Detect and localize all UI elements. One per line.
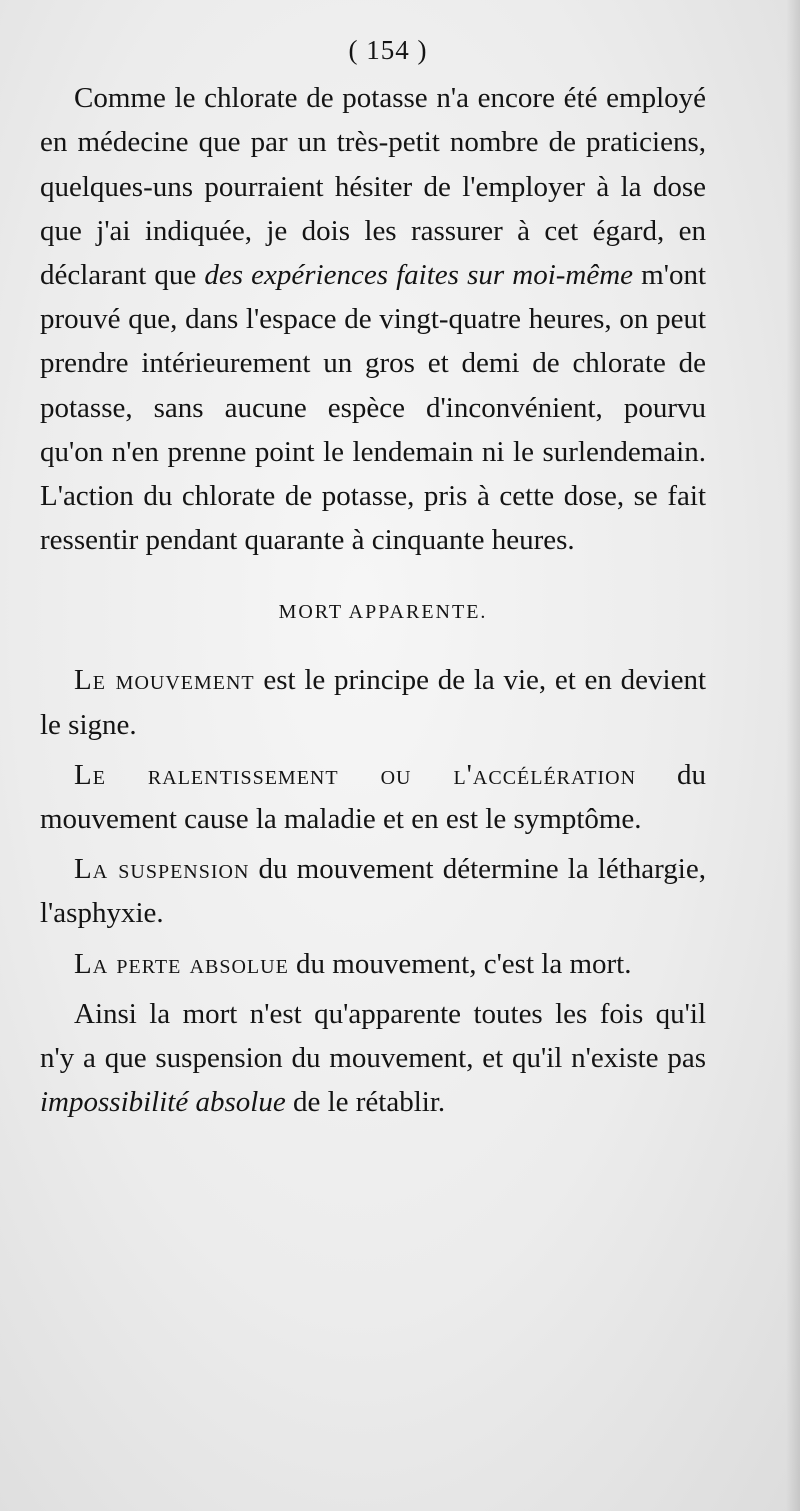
paragraph-chlorate <box>40 76 706 562</box>
paragraph-mouvement-rest: est le principe de la vie, et en devient le signe. <box>40 664 707 741</box>
paragraph-ralentissement-lead1: Le ralentissement <box>74 758 339 791</box>
paragraph-suspension <box>40 847 706 935</box>
paragraph-ainsi-part1: Ainsi la mort n'est qu'apparente toutes les fois qu'il n'y a que suspension du mouvement, et qu'il n'existe pas <box>40 997 706 1075</box>
paragraph-chlorate-italic: des expériences faites sur moi-même <box>204 259 634 292</box>
paragraph-suspension-rest: du mouvement détermine la léthargie, l'asphyxie. <box>40 853 706 930</box>
paragraph-suspension-lead: La suspension <box>74 853 250 886</box>
section-heading: MORT APPARENTE. <box>278 601 488 624</box>
paragraph-ralentissement <box>40 753 706 841</box>
page-edge-shadow <box>786 0 800 1511</box>
page-number: ( 154 ) <box>348 35 428 65</box>
paragraph-ainsi <box>40 992 706 1125</box>
page-text <box>40 28 706 1124</box>
paragraph-ainsi-italic: impossibilité absolue <box>40 1086 286 1119</box>
paragraph-chlorate-part2: m'ont prouvé que, dans l'espace de vingt-quatre heures, on peut prendre intérieurement un gros et demi de chlorate de potasse, sans aucune espèce d'inconvénient, pourvu qu'on n'en prenne point le lendemain ni le surlendemain. L'action du chlorate de potasse, pris à cette dose, se fait ressentir pendant quarante à cinquante heures. <box>40 259 707 557</box>
paragraph-chlorate-part1: Comme le chlorate de potasse n'a encore été employé en médecine que par un très-petit nombre de praticiens, quelques-uns pourraient hésiter de l'employer à la dose que j'ai indiquée, je dois les rassurer à cet égard, en déclarant que <box>40 82 706 292</box>
paragraph-mouvement-lead: Le mouvement <box>74 664 255 697</box>
paragraph-ralentissement-mid: ou <box>338 758 454 791</box>
paragraph-perte-rest: du mouvement, c'est la mort. <box>288 947 632 980</box>
paragraph-ralentissement-rest: du mouvement cause la maladie et en est le symptôme. <box>40 758 707 836</box>
paragraph-perte <box>40 942 706 986</box>
paragraph-mouvement <box>40 658 706 746</box>
paragraph-ralentissement-lead2: l'accélération <box>453 758 637 791</box>
paragraph-perte-lead: La perte absolue <box>74 947 289 980</box>
paragraph-ainsi-part2: de le rétablir. <box>285 1086 446 1119</box>
